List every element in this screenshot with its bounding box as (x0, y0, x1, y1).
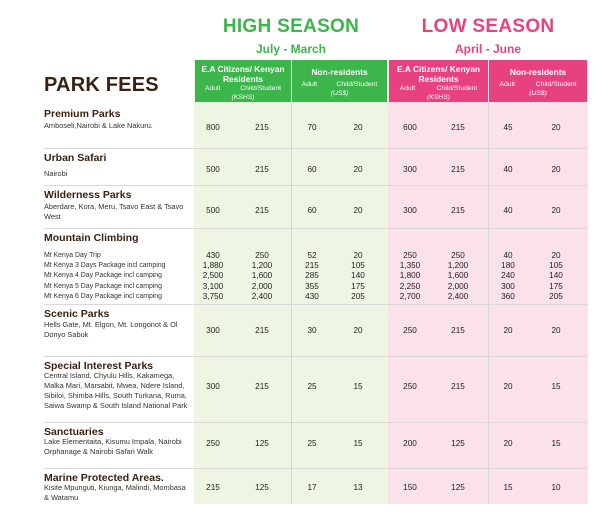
fee-section (0, 356, 604, 422)
fee-value: 45 (503, 123, 513, 132)
fee-value: 20 (353, 123, 363, 132)
fee-value: 125 (451, 483, 465, 492)
header-child: Child/Student (240, 85, 282, 92)
fee-value: 20 (353, 326, 363, 335)
low-season-name: LOW SEASON (421, 16, 555, 37)
fee-section (0, 304, 604, 356)
fee-value: 215 (255, 326, 269, 335)
fee-section (0, 148, 604, 185)
fee-value: 215 (305, 261, 319, 270)
fee-value: 1,880 (202, 261, 224, 270)
page-title: PARK FEES (44, 74, 159, 96)
package-label: Mt Kenya 6 Day Package incl camping (44, 293, 162, 300)
low-season-range: April - June (454, 42, 521, 56)
header-group-label: E.A Citizens/ Kenyan Residents (201, 64, 285, 84)
fee-value: 52 (307, 251, 317, 260)
header-child: Child/Student (336, 81, 378, 88)
fee-value: 205 (549, 292, 563, 301)
fee-value: 250 (206, 439, 220, 448)
fee-value: 250 (403, 382, 417, 391)
fee-value: 10 (551, 483, 561, 492)
fee-value: 20 (551, 165, 561, 174)
fee-value: 60 (307, 206, 317, 215)
fee-value: 1,600 (447, 271, 469, 280)
fee-value: 215 (451, 206, 465, 215)
fee-section (0, 422, 604, 468)
header-low-residents (389, 60, 488, 102)
header-high-nonresidents (292, 60, 387, 102)
header-adult: Adult (301, 81, 318, 88)
header-low-nonresidents (489, 60, 587, 102)
fee-value: 250 (451, 251, 465, 260)
section-title: Scenic Parks (44, 308, 110, 320)
fee-value: 360 (501, 292, 515, 301)
fee-value: 300 (206, 326, 220, 335)
header-currency: (KSHS) (231, 94, 255, 101)
header-adult: Adult (204, 85, 221, 92)
fee-value: 2,700 (399, 292, 421, 301)
header-child: Child/Student (436, 85, 478, 92)
fee-value: 140 (549, 271, 563, 280)
fee-value: 15 (551, 439, 561, 448)
fee-section (0, 185, 604, 228)
fee-value: 140 (351, 271, 365, 280)
fee-section (0, 228, 604, 304)
fee-value: 2,400 (447, 292, 469, 301)
fee-value: 180 (501, 261, 515, 270)
fee-value: 2,000 (251, 282, 273, 291)
row-divider (44, 422, 588, 423)
fee-value: 40 (503, 206, 513, 215)
package-label: Mt Kenya 3 Days Package incl camping (44, 262, 166, 269)
fee-value: 800 (206, 123, 220, 132)
fee-value: 2,000 (447, 282, 469, 291)
fee-value: 15 (353, 439, 363, 448)
package-label: Mt Kenya 4 Day Package incl camping (44, 272, 162, 279)
section-title: Urban Safari (44, 152, 107, 164)
fee-value: 205 (351, 292, 365, 301)
fee-value: 175 (351, 282, 365, 291)
fee-value: 15 (353, 382, 363, 391)
header-currency: (US$) (330, 90, 349, 97)
section-title: Mountain Climbing (44, 232, 139, 244)
fee-value: 30 (307, 326, 317, 335)
fee-value: 105 (549, 261, 563, 270)
fee-value: 20 (551, 326, 561, 335)
fee-value: 2,250 (399, 282, 421, 291)
fee-value: 150 (403, 483, 417, 492)
fee-value: 300 (403, 165, 417, 174)
fee-value: 15 (551, 382, 561, 391)
fee-value: 175 (549, 282, 563, 291)
fee-value: 125 (255, 439, 269, 448)
fee-value: 355 (305, 282, 319, 291)
fee-value: 20 (353, 251, 363, 260)
fee-value: 215 (255, 206, 269, 215)
row-divider (44, 304, 588, 305)
low-season-heading (388, 16, 588, 56)
fee-value: 1,800 (399, 271, 421, 280)
fee-value: 300 (501, 282, 515, 291)
package-label: Mt Kenya Day Trip (44, 252, 101, 259)
fee-value: 40 (503, 165, 513, 174)
fee-value: 215 (451, 382, 465, 391)
fee-value: 1,600 (251, 271, 273, 280)
header-high-residents (195, 60, 291, 102)
fee-section (0, 104, 604, 148)
row-divider (44, 185, 588, 186)
fee-value: 2,500 (202, 271, 224, 280)
fee-value: 215 (255, 123, 269, 132)
header-group-label: Non-residents (311, 67, 368, 77)
fee-value: 20 (551, 206, 561, 215)
header-group-label: Non-residents (509, 67, 567, 77)
header-currency: (US$) (529, 90, 547, 97)
fee-value: 125 (451, 439, 465, 448)
section-description: Lake Elementaita, Kisumu Impala, Nairobi Orphanage & Nairobi Safari Walk (44, 437, 182, 456)
section-description: Central Island, Chyulu Hills, Kakamega, Malka Mari, Marsabit, Mwea, Ndere Island, Sibiloi, Shimba Hills, South Turkana, Ruma, Saiwa Swamp & South Island National Park (44, 371, 188, 410)
fee-value: 240 (501, 271, 515, 280)
fee-value: 430 (305, 292, 319, 301)
section-description: Hells Gate, Mt. Elgon, Mt. Longonot & Ol Donyo Sabuk (44, 320, 178, 339)
fee-value: 25 (307, 382, 317, 391)
high-season-heading (194, 16, 388, 56)
fee-value: 20 (503, 326, 513, 335)
fee-value: 215 (206, 483, 220, 492)
section-description: Nairobi (44, 169, 68, 178)
fee-value: 20 (353, 206, 363, 215)
fee-value: 70 (307, 123, 317, 132)
fee-value: 60 (307, 165, 317, 174)
fee-value: 105 (351, 261, 365, 270)
fee-value: 3,750 (202, 292, 224, 301)
fee-value: 2,400 (251, 292, 273, 301)
row-divider (44, 228, 588, 229)
high-season-name: HIGH SEASON (222, 16, 360, 37)
fee-value: 215 (255, 165, 269, 174)
fee-value: 15 (503, 483, 513, 492)
fee-value: 25 (307, 439, 317, 448)
header-currency: (KSHS) (426, 94, 451, 101)
package-label: Mt Kenya 5 Day Package incl camping (44, 283, 162, 290)
row-divider (44, 148, 588, 149)
fee-value: 285 (305, 271, 319, 280)
fee-value: 250 (403, 251, 417, 260)
fee-value: 3,100 (202, 282, 224, 291)
fee-value: 215 (451, 123, 465, 132)
header-child: Child/Student (535, 81, 577, 88)
fee-value: 215 (451, 326, 465, 335)
fee-value: 125 (255, 483, 269, 492)
section-description: Amboseli,Nairobi & Lake Nakuru. (44, 121, 153, 130)
section-title: Marine Protected Areas. (44, 472, 164, 484)
fee-value: 1,350 (399, 261, 421, 270)
header-adult: Adult (499, 81, 515, 88)
section-title: Sanctuaries (44, 426, 104, 438)
section-title: Special Interest Parks (44, 360, 154, 372)
fee-value: 1,200 (251, 261, 273, 270)
fee-value: 200 (403, 439, 417, 448)
fee-value: 600 (403, 123, 417, 132)
header-adult: Adult (399, 85, 416, 92)
section-title: Wilderness Parks (44, 189, 132, 201)
fee-value: 500 (206, 165, 220, 174)
fee-section (0, 468, 604, 504)
fee-value: 20 (551, 123, 561, 132)
fee-value: 20 (353, 165, 363, 174)
fee-value: 500 (206, 206, 220, 215)
fee-value: 20 (503, 382, 513, 391)
section-description: Kisite Mpunguti, Kiunga, Malindi, Mombasa & Watamu (44, 483, 186, 502)
fee-value: 300 (403, 206, 417, 215)
fee-value: 1,200 (447, 261, 469, 270)
fee-value: 300 (206, 382, 220, 391)
fee-value: 215 (255, 382, 269, 391)
fee-value: 20 (503, 439, 513, 448)
fee-value: 40 (503, 251, 513, 260)
header-group-label: E.A Citizens/ Kenyan Residents (397, 64, 480, 84)
fee-value: 13 (353, 483, 363, 492)
section-description: Aberdare, Kora, Meru, Tsavo East & Tsavo West (44, 202, 184, 221)
fee-value: 430 (206, 251, 220, 260)
row-divider (44, 468, 588, 469)
fee-value: 20 (551, 251, 561, 260)
section-title: Premium Parks (44, 108, 121, 120)
high-season-range: July - March (255, 42, 327, 56)
fee-value: 250 (403, 326, 417, 335)
fee-value: 250 (255, 251, 269, 260)
fee-value: 17 (307, 483, 317, 492)
row-divider (44, 356, 588, 357)
fee-value: 215 (451, 165, 465, 174)
